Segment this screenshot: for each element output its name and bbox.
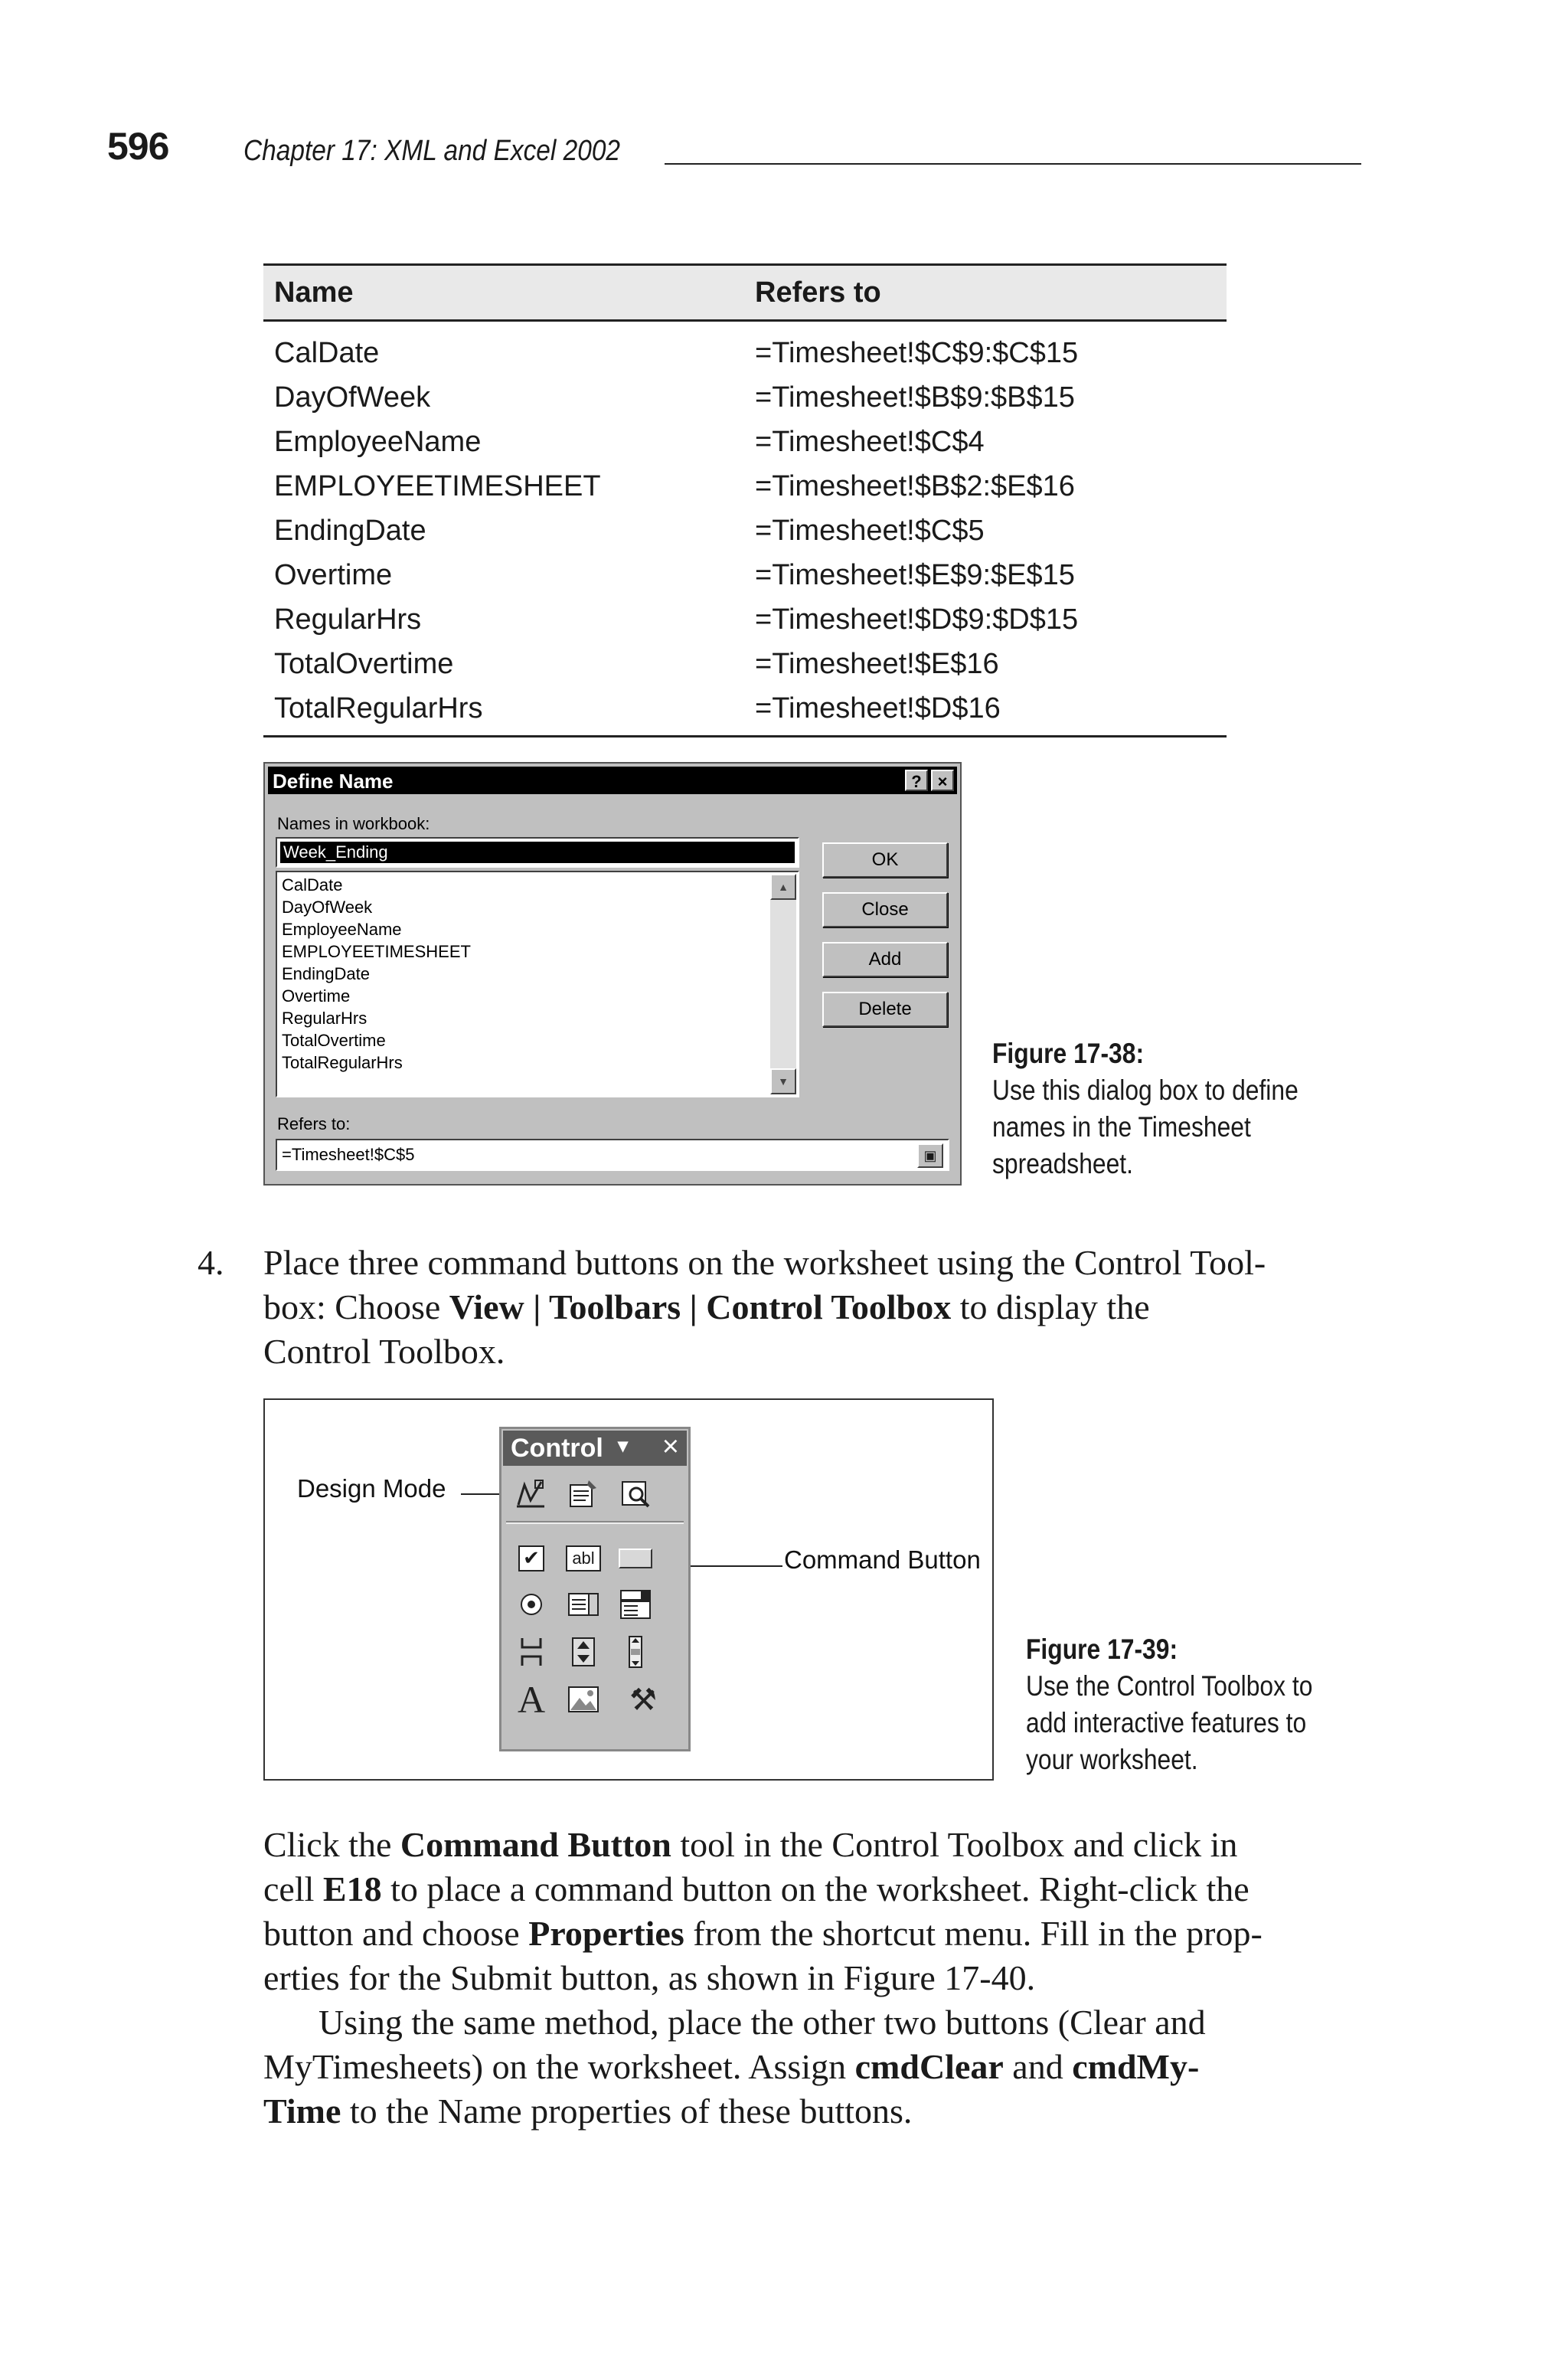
cell-refers-to: =Timesheet!$D$9:$D$15 [755, 603, 1079, 636]
cell-refers-to: =Timesheet!$D$16 [755, 692, 1001, 724]
table-row [263, 553, 1227, 597]
control-toolbox [499, 1427, 691, 1751]
page-number: 596 [107, 125, 169, 168]
toolbox-dropdown-icon[interactable]: ▾ [618, 1434, 629, 1457]
names-table [263, 263, 1227, 737]
image-icon[interactable] [561, 1679, 606, 1720]
add-button[interactable]: Add [822, 942, 948, 977]
cell-name: EMPLOYEETIMESHEET [274, 470, 601, 502]
header-name: Name [274, 276, 354, 309]
command-button-callout: Command Button [784, 1545, 981, 1574]
paragraph-command-button [263, 1823, 1263, 2000]
list-item[interactable]: EMPLOYEETIMESHEET [282, 942, 471, 961]
paragraph-line: Using the same method, place the other two buttons (Clear and [318, 2003, 1206, 2042]
toolbox-separator [506, 1521, 684, 1524]
cell-name: EmployeeName [274, 426, 482, 458]
paragraph-other-buttons [263, 2000, 1206, 2134]
toggle-button-icon[interactable] [509, 1631, 554, 1673]
list-item[interactable]: CalDate [282, 875, 343, 894]
name-input-value: Week_Ending [280, 842, 795, 863]
design-mode-icon[interactable] [509, 1473, 554, 1515]
table-row [263, 686, 1227, 731]
dialog-titlebar [268, 767, 957, 794]
list-scrollbar[interactable] [770, 874, 796, 1094]
textbox-icon[interactable]: abl [561, 1538, 606, 1579]
step-4-number: 4. [198, 1243, 224, 1282]
figure-38-caption [992, 1035, 1298, 1182]
cell-name: TotalOvertime [274, 648, 454, 680]
caption-line: Use this dialog box to define [992, 1074, 1298, 1106]
cell-name: EndingDate [274, 515, 426, 547]
design-mode-leader [461, 1493, 502, 1495]
list-item[interactable]: TotalOvertime [282, 1031, 386, 1050]
table-row [263, 509, 1227, 553]
refers-to-input[interactable] [276, 1139, 949, 1171]
refers-to-value: =Timesheet!$C$5 [282, 1145, 415, 1164]
header-rule [665, 163, 1361, 165]
name-input[interactable] [276, 837, 799, 868]
table-row [263, 420, 1227, 464]
caption-line: spreadsheet. [992, 1148, 1133, 1179]
listbox-icon[interactable] [561, 1584, 606, 1625]
paragraph-line: Click the Command Button tool in the Control Toolbox and click in [263, 1825, 1238, 1864]
list-item[interactable]: Overtime [282, 986, 351, 1006]
list-item[interactable]: DayOfWeek [282, 898, 373, 917]
toolbox-title: Control [511, 1434, 603, 1463]
list-item[interactable]: RegularHrs [282, 1009, 368, 1028]
combobox-icon[interactable] [613, 1584, 658, 1625]
cell-name: CalDate [274, 337, 380, 369]
paragraph-line: Time to the Name properties of these buttons. [263, 2091, 913, 2131]
list-item[interactable]: EndingDate [282, 964, 370, 983]
caption-line: your worksheet. [1026, 1744, 1198, 1775]
caption-line: Use the Control Toolbox to [1026, 1670, 1313, 1702]
properties-icon[interactable] [561, 1473, 606, 1515]
names-in-workbook-label: Names in workbook: [277, 814, 430, 833]
refers-to-label: Refers to: [277, 1114, 351, 1133]
cell-name: TotalRegularHrs [274, 692, 483, 724]
command-button-leader [689, 1565, 782, 1567]
step-4-text [263, 1241, 1266, 1374]
table-row [263, 642, 1227, 686]
step-4-line: Control Toolbox. [263, 1332, 505, 1371]
cell-name: RegularHrs [274, 603, 422, 636]
paragraph-line: button and choose Properties from the shortcut menu. Fill in the prop- [263, 1914, 1263, 1953]
chapter-title: Chapter 17: XML and Excel 2002 [243, 135, 621, 167]
cell-refers-to: =Timesheet!$C$9:$C$15 [755, 337, 1079, 369]
cell-refers-to: =Timesheet!$B$2:$E$16 [755, 470, 1075, 502]
table-row [263, 375, 1227, 420]
step-4-line: box: Choose View | Toolbars | Control Toolbox to display the [263, 1287, 1150, 1326]
paragraph-line: cell E18 to place a command button on the worksheet. Right-click the [263, 1869, 1250, 1908]
spin-button-icon[interactable] [561, 1631, 606, 1673]
figure-39-title: Figure 17-39: [1026, 1634, 1178, 1665]
ok-button[interactable]: OK [822, 842, 948, 878]
cell-refers-to: =Timesheet!$C$4 [755, 426, 985, 458]
paragraph-line: MyTimesheets) on the worksheet. Assign cmdClear and cmdMy- [263, 2047, 1200, 2086]
cell-name: Overtime [274, 559, 393, 591]
caption-line: add interactive features to [1026, 1707, 1307, 1738]
toolbox-titlebar [503, 1431, 687, 1466]
figure-38-title: Figure 17-38: [992, 1038, 1145, 1069]
help-button[interactable]: ? [905, 770, 928, 791]
label-icon[interactable]: A [517, 1678, 546, 1721]
range-picker-icon[interactable]: ▣ [917, 1143, 943, 1168]
scroll-up-icon[interactable]: ▲ [770, 874, 796, 900]
command-button-icon[interactable] [613, 1538, 658, 1579]
view-code-icon[interactable] [613, 1473, 658, 1515]
dialog-close-button[interactable]: × [931, 770, 954, 791]
close-button[interactable]: Close [822, 892, 948, 927]
table-row [263, 597, 1227, 642]
paragraph-line: erties for the Submit button, as shown in Figure 17-40. [263, 1958, 1036, 1997]
list-item[interactable]: EmployeeName [282, 920, 402, 939]
design-mode-callout: Design Mode [297, 1474, 446, 1503]
scroll-down-icon[interactable]: ▼ [770, 1068, 796, 1094]
table-row [263, 331, 1227, 375]
dialog-title: Define Name [273, 770, 394, 793]
figure-39-caption [1026, 1631, 1312, 1778]
cell-name: DayOfWeek [274, 381, 431, 414]
more-controls-icon[interactable]: ⚒ [629, 1682, 657, 1717]
header-refers-to: Refers to [755, 276, 881, 309]
define-name-dialog [263, 762, 962, 1186]
delete-button[interactable]: Delete [822, 992, 948, 1027]
option-button-icon[interactable] [509, 1584, 554, 1625]
cell-refers-to: =Timesheet!$C$5 [755, 515, 985, 547]
cell-refers-to: =Timesheet!$E$9:$E$15 [755, 559, 1075, 591]
table-header [263, 266, 1227, 322]
list-item[interactable]: TotalRegularHrs [282, 1053, 403, 1072]
table-row [263, 464, 1227, 509]
caption-line: names in the Timesheet [992, 1111, 1251, 1143]
scrollbar-icon[interactable] [613, 1631, 658, 1673]
cell-refers-to: =Timesheet!$E$16 [755, 648, 999, 680]
names-listbox[interactable] [276, 871, 799, 1097]
cell-refers-to: =Timesheet!$B$9:$B$15 [755, 381, 1075, 414]
step-4-line: Place three command buttons on the worksheet using the Control Tool- [263, 1243, 1266, 1282]
toolbox-close-icon[interactable]: × [662, 1431, 679, 1463]
checkbox-icon[interactable]: ✔ [509, 1538, 554, 1579]
